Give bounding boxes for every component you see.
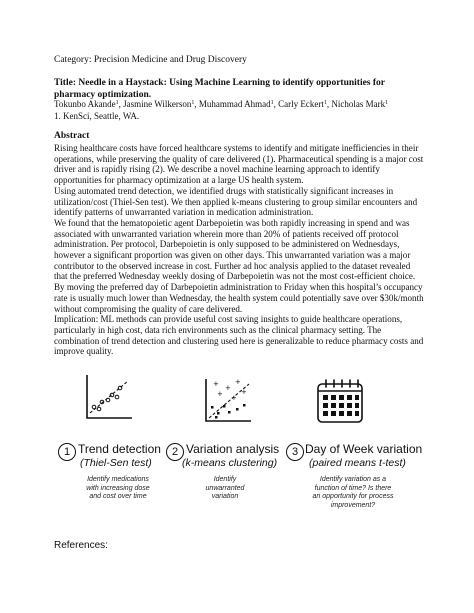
references-heading: References: bbox=[54, 540, 108, 551]
paper-title: Title: Needle in a Haystack: Using Machine Learning to identify opportunities for pharmacy optimization. bbox=[54, 78, 385, 100]
author-affiliation-marker: 1 bbox=[270, 100, 274, 106]
author-name: Carly Eckert bbox=[278, 99, 324, 109]
step-1-number: 1 bbox=[58, 443, 76, 461]
scatter-trend-icon bbox=[84, 373, 134, 421]
svg-text:+: + bbox=[241, 388, 247, 396]
calendar-icon bbox=[316, 378, 364, 424]
svg-text:+: + bbox=[231, 394, 237, 402]
abstract-paragraph: Implication: ML methods can provide useful cost saving insights to guide healthcare operations, particularly in high cost, data rich environments such as the clinical pharmacy setting. The combination of trend detection and clustering used here is generalizable to reduce pharmacy costs and improve quality. bbox=[54, 314, 424, 357]
step-2-number: 2 bbox=[166, 443, 184, 461]
cluster-scatter-icon bbox=[203, 378, 253, 424]
step-1-subtitle: (Thiel-Sen test) bbox=[80, 457, 152, 469]
abstract-paragraph: Using automated trend detection, we identified drugs with statistically significant increases in utilization/cost (Thiel-Sen test). We then applied k-means clustering to group similar encounters and identify patterns of unwarranted variation in medication administration. bbox=[54, 185, 418, 218]
author-affiliation-marker: 1 bbox=[385, 100, 389, 106]
step-3-title: Day of Week variation bbox=[305, 442, 423, 456]
author-list: Tokunbo Akande$^1$, Jasmine Wilkerson$^1$, Muhammad Ahmad$^1$, Carly Eckert$^1$, Nicholas Mark$^1$ bbox=[54, 99, 389, 109]
author-affiliation-marker: 1 bbox=[191, 100, 195, 106]
author-affiliation-marker: 1 bbox=[323, 100, 327, 106]
abstract-heading: Abstract bbox=[54, 131, 90, 141]
author-name: Tokunbo Akande bbox=[54, 99, 116, 109]
svg-text:+: + bbox=[235, 378, 241, 386]
step-2-title: Variation analysis bbox=[186, 442, 280, 456]
abstract-body bbox=[54, 143, 426, 357]
step-3-number: 3 bbox=[286, 443, 304, 461]
step-1-title: Trend detection bbox=[78, 442, 161, 456]
author-name: Muhammad Ahmad bbox=[198, 99, 271, 109]
svg-text:+: + bbox=[217, 390, 223, 398]
step-3-description: Identify variation as a function of time? Is there an opportunity for process improvement? bbox=[312, 476, 394, 509]
svg-text:+: + bbox=[225, 384, 231, 392]
affiliation: 1. KenSci, Seattle, WA. bbox=[54, 111, 140, 121]
svg-text:+: + bbox=[213, 380, 219, 388]
step-3-subtitle: (paired means t-test) bbox=[309, 457, 406, 469]
abstract-paragraph: Rising healthcare costs have forced healthcare systems to identify and mitigate inefficiencies in their operations, while preserving the quality of care delivered (1). Pharmaceutical spending is a major cost driver and is rapidly rising (2). We describe a novel machine learning approach to identify opportunities for pharmacy optimization at a large US health system. bbox=[54, 143, 424, 186]
step-2-description: Identify unwarranted variation bbox=[205, 476, 245, 500]
abstract-paragraph: We found that the hematopoietic agent Darbepoietin was both rapidly increasing in spend and was associated with unwarranted variation wherein more than 20% of patients received off protocol administration. Per protocol, Darbepoietin is only supposed to be administered on Wednesdays, however a significant proportion was given on other days. This unwarranted variation was a major contributor to the observed increase in cost. Further ad hoc analysis applied to the dataset revealed that the preferred Wednesday weekly dosing of Darbepoietin was not the most cost-efficient choice. By moving the preferred day of Darbepoietin administration to Friday when this hospital’s occupancy rate is usually much lower than Wednesday, the health system could potentially save over $30k/month without compromising the quality of care delivered. bbox=[54, 217, 424, 314]
author-affiliation-marker: 1 bbox=[115, 100, 119, 106]
step-1-description: Identify medications with increasing dose and cost over time bbox=[86, 476, 150, 500]
author-name: Nicholas Mark bbox=[331, 99, 386, 109]
step-2-subtitle: (k-means clustering) bbox=[182, 457, 278, 469]
author-name: Jasmine Wilkerson bbox=[123, 99, 192, 109]
category-line: Category: Precision Medicine and Drug Discovery bbox=[54, 55, 247, 65]
